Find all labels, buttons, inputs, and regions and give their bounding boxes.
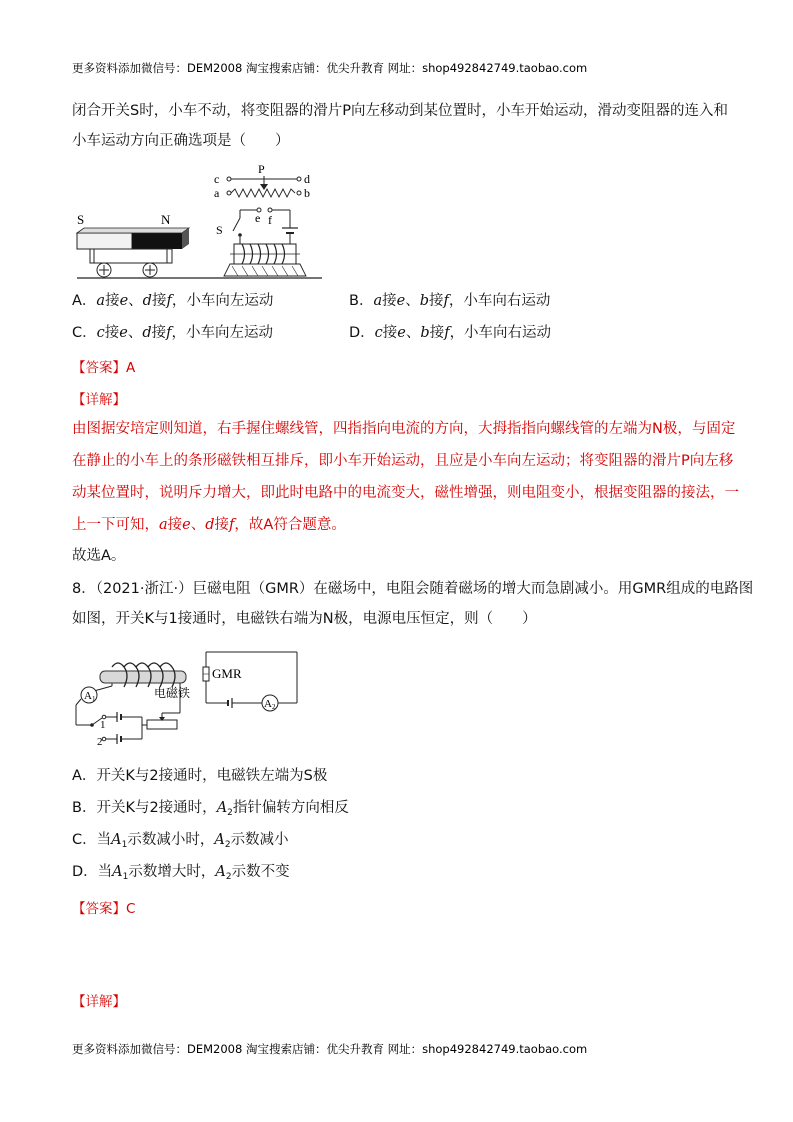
- terminal-a-label: a: [214, 186, 220, 200]
- q8-detail-title: 【详解】: [72, 994, 126, 1010]
- gmr-label: GMR: [212, 666, 242, 681]
- q7-detail-line3: 动某位置时，说明斥力增大，即此时电路中的电流变大，磁性增强，则电阻变小，根据变阻器的接法，一: [72, 485, 739, 501]
- magnet-n-label: N: [161, 212, 171, 227]
- terminal-d-label: d: [304, 172, 310, 186]
- terminal-b-label: b: [304, 186, 310, 200]
- k-contact-2: 2: [97, 736, 103, 748]
- page-header: 更多资料添加微信号：DEM2008 淘宝搜索店铺：优尖升教育 网址：shop492842749.taobao.com: [72, 61, 588, 75]
- switch-s-label: S: [216, 223, 223, 237]
- rheostat: [147, 720, 177, 729]
- q7-detail-line2: 在静止的小车上的条形磁铁相互排斥，即小车开始运动，且应是小车向左运动；将变阻器的滑片P向左移: [72, 453, 734, 469]
- rheostat-coil: [231, 189, 295, 197]
- q7-stem-line2: 小车运动方向正确选项是（ ）: [72, 133, 290, 149]
- q7-option-a: A．a接e、d接f，小车向左运动: [72, 293, 274, 309]
- q7-option-d: D．c接e、b接f，小车向右运动: [349, 325, 552, 341]
- q7-option-b: B．a接e、b接f，小车向右运动: [349, 293, 551, 309]
- q7-stem-line1: 闭合开关S时，小车不动，将变阻器的滑片P向左移动到某位置时，小车开始运动，滑动变阻器的连入和: [72, 103, 728, 119]
- k-contact-1: 1: [100, 719, 106, 731]
- electromagnet-label: 电磁铁: [154, 686, 191, 700]
- q7-detail-line1: 由图据安培定则知道，右手握住螺线管，四指指向电流的方向，大拇指指向螺线管的左端为N极，与固定: [72, 421, 736, 437]
- q8-option-c: C．当$A_1$示数减小时，$A_2$示数减小: [72, 832, 289, 850]
- q7-conclusion: 故选A。: [72, 548, 126, 564]
- q8-option-d: D．当$A_1$示数增大时，$A_2$示数不变: [72, 864, 290, 882]
- q7-answer: 【答案】A: [72, 360, 136, 376]
- slider-p-label: P: [258, 162, 265, 176]
- q7-detail-title: 【详解】: [72, 392, 126, 408]
- terminal-f-label: f: [268, 213, 272, 227]
- page-footer: 更多资料添加微信号：DEM2008 淘宝搜索店铺：优尖升教育 网址：shop492842749.taobao.com: [72, 1042, 588, 1056]
- magnet-north-half: [132, 233, 182, 249]
- q8-stem-line1: 8．（2021·浙江·）巨磁电阻（GMR）在磁场中，电阻会随着磁场的增大而急剧减小。用GMR组成的电路图: [72, 581, 754, 597]
- magnet-s-label: S: [77, 212, 85, 227]
- q7-figure: [72, 158, 337, 283]
- q8-stem-line2: 如图，开关K与1接通时，电磁铁右端为N极，电源电压恒定，则（ ）: [72, 611, 537, 627]
- terminal-e-label: e: [255, 211, 261, 225]
- q8-figure: [72, 645, 304, 750]
- magnet-south-half: [77, 233, 132, 249]
- q8-answer: 【答案】C: [72, 901, 136, 917]
- solenoid-stand: [224, 264, 306, 276]
- ammeter-a2-label: A2: [264, 698, 276, 711]
- ammeter-a1-label: A1: [84, 690, 96, 703]
- terminal-c-label: c: [214, 172, 220, 186]
- q8-option-a: A．开关K与2接通时，电磁铁左端为S极: [72, 768, 328, 784]
- electromagnet-core: [100, 671, 186, 683]
- q7-option-c: C．c接e、d接f，小车向左运动: [72, 325, 274, 341]
- q8-option-b: B．开关K与2接通时，$A_2$指针偏转方向相反: [72, 800, 349, 818]
- q7-detail-line4: 上一下可知，a接e、d接f，故A符合题意。: [72, 517, 346, 533]
